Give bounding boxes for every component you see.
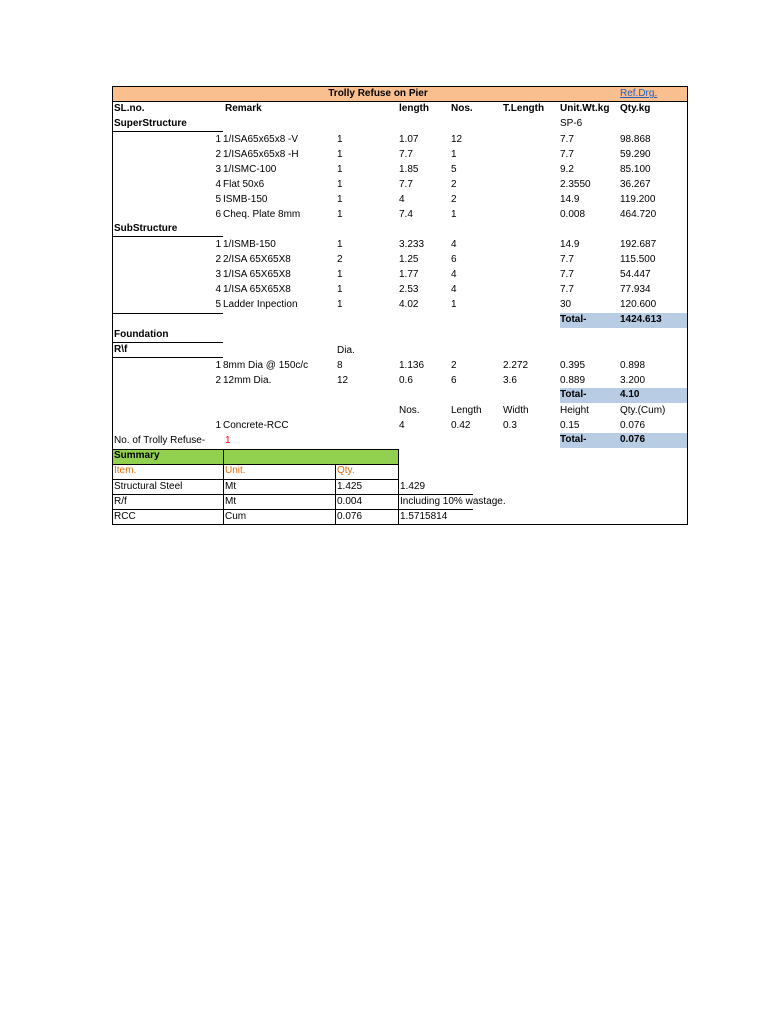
total-structure-value: 1424.613 [620, 314, 662, 325]
row-qty: 464.720 [620, 209, 657, 220]
concrete-header-qty: Qty.(Cum) [620, 405, 666, 416]
row-unit-wt: 14.9 [560, 194, 580, 205]
summary-col-1 [223, 449, 224, 524]
row-unit-wt: 0.008 [560, 209, 586, 220]
col-qty: Qty.kg [620, 103, 651, 114]
row-nos: 6 [451, 254, 457, 265]
row-qty: 98.868 [620, 134, 651, 145]
row-remark: 1 [337, 269, 343, 280]
row-sl: 4 [215, 284, 221, 295]
row-sl: 1 [215, 239, 221, 250]
row-remark: 1 [337, 209, 343, 220]
estimate-sheet [112, 86, 688, 525]
row-nos: 1 [451, 299, 457, 310]
row-nos: 4 [451, 269, 457, 280]
summary-header-item: Item. [114, 465, 137, 476]
summary-row-extra: Including 10% wastage. [400, 496, 506, 507]
row-sl: 3 [215, 164, 221, 175]
row-unit-wt: 7.7 [560, 284, 574, 295]
row-unit-wt: 7.7 [560, 134, 574, 145]
row-sl: 5 [215, 194, 221, 205]
concrete-sl: 1 [215, 420, 221, 431]
drawing-number: SP-6 [560, 118, 583, 129]
row-nos: 1 [451, 209, 457, 220]
row-nos: 12 [451, 134, 463, 145]
col-tlength: T.Length [503, 103, 545, 114]
summary-row-extra: 1.429 [400, 481, 426, 492]
rf-row-sl: 1 [215, 360, 221, 371]
row-qty: 36.267 [620, 179, 651, 190]
row-length: 1.85 [399, 164, 419, 175]
row-item: Flat 50x6 [223, 179, 265, 190]
row-unit-wt: 2.3550 [560, 179, 591, 190]
row-sl: 4 [215, 179, 221, 190]
rf-row-unit-wt: 0.889 [560, 375, 586, 386]
row-unit-wt: 7.7 [560, 149, 574, 160]
rule-summary-head [113, 464, 398, 465]
row-remark: 1 [337, 134, 343, 145]
concrete-total-label: Total- [560, 434, 587, 445]
row-unit-wt: 7.7 [560, 269, 574, 280]
concrete-header-width: Width [503, 405, 529, 416]
rf-total-label: Total- [560, 389, 587, 400]
rf-row-qty: 3.200 [620, 375, 646, 386]
rf-row-unit-wt: 0.395 [560, 360, 586, 371]
row-nos: 4 [451, 239, 457, 250]
row-item: 1/ISA65x65x8 -V [223, 134, 299, 145]
row-remark: 1 [337, 284, 343, 295]
row-item: 1/ISA65x65x8 -H [223, 149, 299, 160]
row-item: 1/ISMB-150 [223, 239, 276, 250]
row-qty: 119.200 [620, 194, 656, 205]
summary-row-qty: 1.425 [337, 481, 363, 492]
col-sl: SL.no. [114, 103, 145, 114]
row-sl: 1 [215, 134, 221, 145]
summary-col-2 [335, 464, 336, 524]
row-remark: 1 [337, 194, 343, 205]
concrete-header-height: Height [560, 405, 589, 416]
summary-header-qty: Qty. [337, 465, 355, 476]
rule-substructure [113, 236, 223, 237]
row-length: 2.53 [399, 284, 419, 295]
concrete-nos: 4 [399, 420, 405, 431]
row-remark: 1 [337, 179, 343, 190]
col-remark: Remark [225, 103, 262, 114]
rule-foundation [113, 342, 223, 343]
row-nos: 2 [451, 194, 457, 205]
section-foundation: Foundation [114, 329, 169, 340]
row-sl: 2 [215, 254, 221, 265]
rf-row-item: 12mm Dia. [223, 375, 272, 386]
row-remark: 2 [337, 254, 343, 265]
col-length: length [399, 103, 429, 114]
concrete-header-length: Length [451, 405, 482, 416]
section-substructure: SubStructure [114, 223, 178, 234]
row-nos: 4 [451, 284, 457, 295]
row-remark: 1 [337, 164, 343, 175]
ref-drawing-link[interactable]: Ref.Drg. [620, 88, 658, 99]
row-remark: 1 [337, 299, 343, 310]
row-unit-wt: 30 [560, 299, 572, 310]
trolly-count-value: 1 [225, 435, 231, 446]
concrete-height: 0.15 [560, 420, 580, 431]
row-qty: 115.500 [620, 254, 656, 265]
row-unit-wt: 9.2 [560, 164, 574, 175]
rf-row-length: 0.6 [399, 375, 413, 386]
trolly-count-label: No. of Trolly Refuse- [114, 435, 206, 446]
summary-row-unit: Mt [225, 481, 237, 492]
row-qty: 54.447 [620, 269, 651, 280]
concrete-width: 0.3 [503, 420, 517, 431]
summary-row-qty: 0.076 [337, 511, 363, 522]
concrete-length: 0.42 [451, 420, 471, 431]
rf-total-value: 4.10 [620, 389, 640, 400]
row-qty: 192.687 [620, 239, 657, 250]
row-unit-wt: 14.9 [560, 239, 580, 250]
rf-row-t-length: 3.6 [503, 375, 517, 386]
summary-row-item: Structural Steel [114, 481, 183, 492]
row-sl: 6 [215, 209, 221, 220]
row-nos: 5 [451, 164, 457, 175]
sheet-title: Trolly Refuse on Pier [328, 88, 428, 99]
col-nos: Nos. [451, 103, 473, 114]
col-unitwt: Unit.Wt.kg [560, 103, 610, 114]
rule-rf [113, 357, 223, 358]
summary-row-unit: Cum [225, 511, 247, 522]
summary-col-3 [398, 449, 399, 524]
rf-row-dia: 12 [337, 375, 349, 386]
row-qty: 120.600 [620, 299, 657, 310]
section-rf: R\f [114, 344, 128, 355]
row-qty: 85.100 [620, 164, 651, 175]
rf-row-nos: 6 [451, 375, 457, 386]
concrete-qty: 0.076 [620, 420, 646, 431]
rf-row-length: 1.136 [399, 360, 425, 371]
row-remark: 1 [337, 239, 343, 250]
rule-sub-end [113, 313, 223, 314]
row-item: 2/ISA 65X65X8 [223, 254, 291, 265]
rf-row-item: 8mm Dia @ 150c/c [223, 360, 309, 371]
summary-row-unit: Mt [225, 496, 237, 507]
summary-header-unit: Unit. [225, 465, 246, 476]
row-length: 4.02 [399, 299, 419, 310]
summary-row-extra: 1.5715814 [400, 511, 448, 522]
rf-row-qty: 0.898 [620, 360, 646, 371]
row-item: Ladder Inpection [223, 299, 298, 310]
rf-row-nos: 2 [451, 360, 457, 371]
dia-header: Dia. [337, 345, 355, 356]
row-item: Cheq. Plate 8mm [223, 209, 301, 220]
row-remark: 1 [337, 149, 343, 160]
rf-row-dia: 8 [337, 360, 343, 371]
row-sl: 2 [215, 149, 221, 160]
concrete-total-value: 0.076 [620, 434, 646, 445]
row-length: 7.7 [399, 179, 413, 190]
row-length: 1.07 [399, 134, 419, 145]
rf-row-sl: 2 [215, 375, 221, 386]
summary-row-qty: 0.004 [337, 496, 363, 507]
row-length: 1.25 [399, 254, 419, 265]
row-length: 7.7 [399, 149, 413, 160]
row-unit-wt: 7.7 [560, 254, 574, 265]
row-nos: 2 [451, 179, 457, 190]
summary-title: Summary [114, 450, 160, 461]
concrete-header-nos: Nos. [399, 405, 420, 416]
row-length: 3.233 [399, 239, 425, 250]
row-qty: 59.290 [620, 149, 651, 160]
concrete-item: Concrete-RCC [223, 420, 289, 431]
row-nos: 1 [451, 149, 457, 160]
row-qty: 77.934 [620, 284, 651, 295]
summary-row-item: R/f [114, 496, 127, 507]
row-sl: 3 [215, 269, 221, 280]
row-length: 1.77 [399, 269, 419, 280]
row-length: 4 [399, 194, 405, 205]
row-length: 7.4 [399, 209, 413, 220]
row-item: 1/ISA 65X65X8 [223, 284, 291, 295]
section-superstructure: SuperStructure [114, 118, 187, 129]
summary-row-item: RCC [114, 511, 136, 522]
row-item: 1/ISA 65X65X8 [223, 269, 291, 280]
rule-superstructure-b [113, 131, 223, 132]
total-structure-label: Total- [560, 314, 587, 325]
rf-row-t-length: 2.272 [503, 360, 529, 371]
row-sl: 5 [215, 299, 221, 310]
row-item: 1/ISMC-100 [223, 164, 277, 175]
row-item: ISMB-150 [223, 194, 268, 205]
